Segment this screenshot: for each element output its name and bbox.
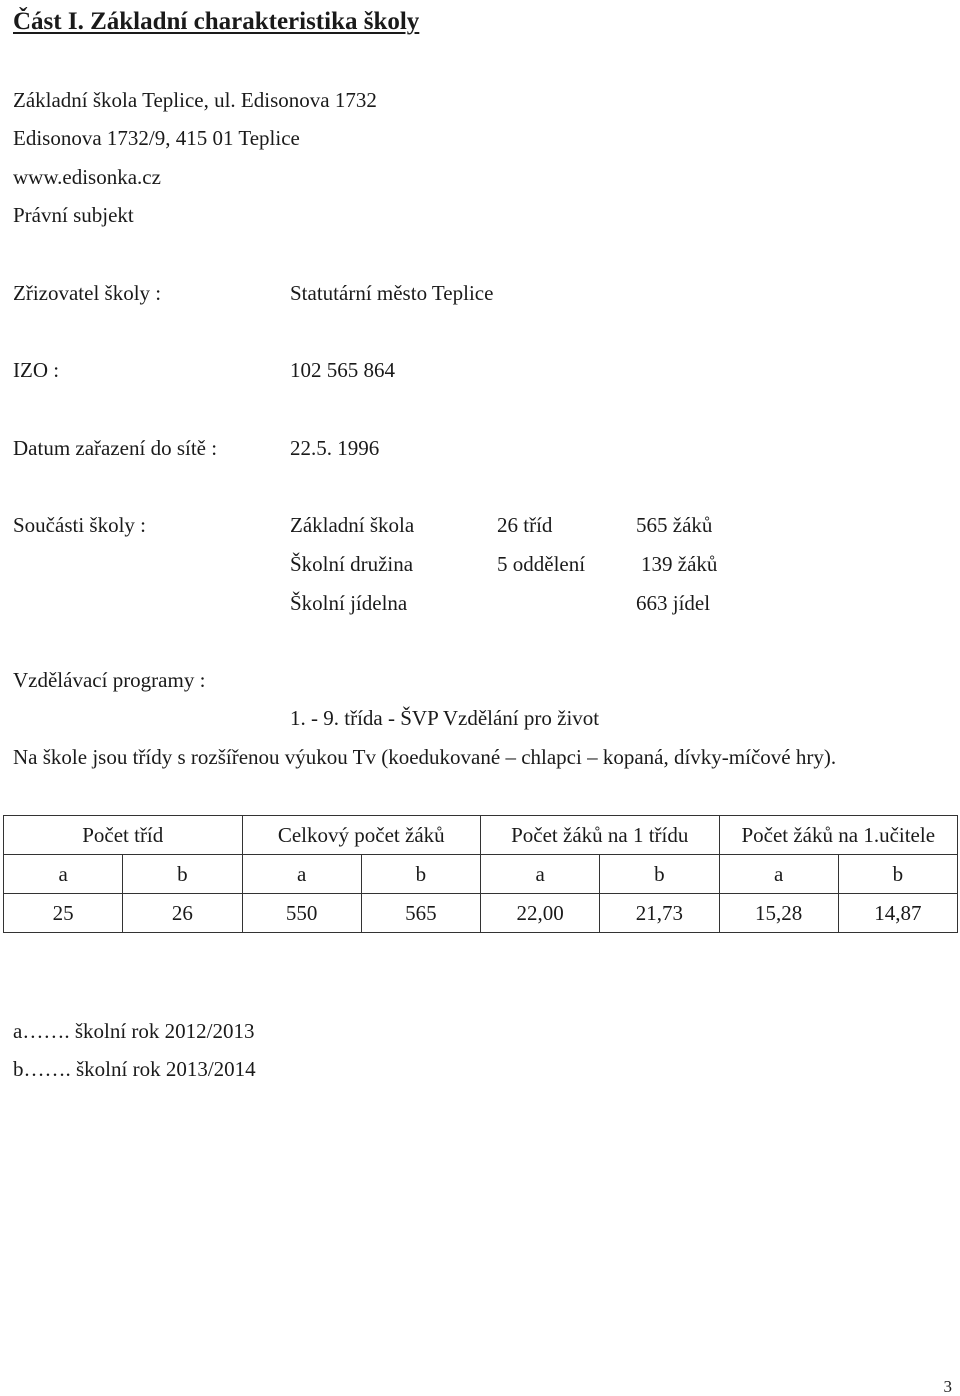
table-subheader: a	[4, 855, 123, 894]
date-label: Datum zařazení do sítě :	[13, 436, 218, 460]
izo-value: 102 565 864	[290, 358, 395, 382]
table-subheader: a	[719, 855, 838, 894]
component-pupils: 565 žáků	[636, 513, 713, 537]
legal-status: Právní subjekt	[13, 203, 134, 227]
component-name: Školní jídelna	[290, 591, 408, 615]
izo-label: IZO :	[13, 358, 60, 382]
table-row	[4, 894, 958, 933]
school-address: Edisonova 1732/9, 415 01 Teplice	[13, 126, 300, 150]
table-cell: 550	[242, 894, 361, 933]
table-subheader: b	[361, 855, 480, 894]
table-cell: 15,28	[719, 894, 838, 933]
founder-value: Statutární město Teplice	[290, 281, 494, 305]
table-cell: 22,00	[481, 894, 600, 933]
school-name: Základní škola Teplice, ul. Edisonova 1732	[13, 88, 377, 112]
table-cell: 26	[123, 894, 242, 933]
table-subheader: b	[838, 855, 957, 894]
page-number: 3	[943, 1377, 952, 1396]
table-subheader-row	[4, 855, 958, 894]
table-header: Počet tříd	[4, 816, 243, 855]
table-subheader: a	[242, 855, 361, 894]
section-heading: Část I. Základní charakteristika školy	[13, 8, 420, 35]
components-label: Součásti školy :	[13, 513, 147, 537]
component-pupils: 663 jídel	[636, 591, 711, 615]
table-subheader: b	[123, 855, 242, 894]
table-header: Celkový počet žáků	[242, 816, 481, 855]
component-pupils: 139 žáků	[641, 552, 718, 576]
programs-label: Vzdělávací programy :	[13, 668, 206, 692]
component-count: 26 tříd	[497, 513, 553, 537]
table-cell: 25	[4, 894, 123, 933]
component-name: Základní škola	[290, 513, 415, 537]
programs-value: 1. - 9. třída - ŠVP Vzdělání pro život	[290, 706, 600, 730]
statistics-table	[3, 815, 958, 933]
table-cell: 21,73	[600, 894, 719, 933]
component-count: 5 oddělení	[497, 552, 586, 576]
table-subheader: a	[481, 855, 600, 894]
programs-note: Na škole jsou třídy s rozšířenou výukou Tv (koedukované – chlapci – kopaná, dívky-míčové hry).	[13, 745, 837, 769]
table-header: Počet žáků na 1 třídu	[481, 816, 720, 855]
date-value: 22.5. 1996	[290, 436, 380, 460]
legend-b: b……. školní rok 2013/2014	[13, 1057, 256, 1081]
table-cell: 565	[361, 894, 480, 933]
founder-label: Zřizovatel školy :	[13, 281, 162, 305]
legend-a: a……. školní rok 2012/2013	[13, 1019, 255, 1043]
component-name: Školní družina	[290, 552, 414, 576]
table-header: Počet žáků na 1.učitele	[719, 816, 958, 855]
table-cell: 14,87	[838, 894, 957, 933]
school-website: www.edisonka.cz	[13, 165, 161, 189]
table-header-row	[4, 816, 958, 855]
table-subheader: b	[600, 855, 719, 894]
